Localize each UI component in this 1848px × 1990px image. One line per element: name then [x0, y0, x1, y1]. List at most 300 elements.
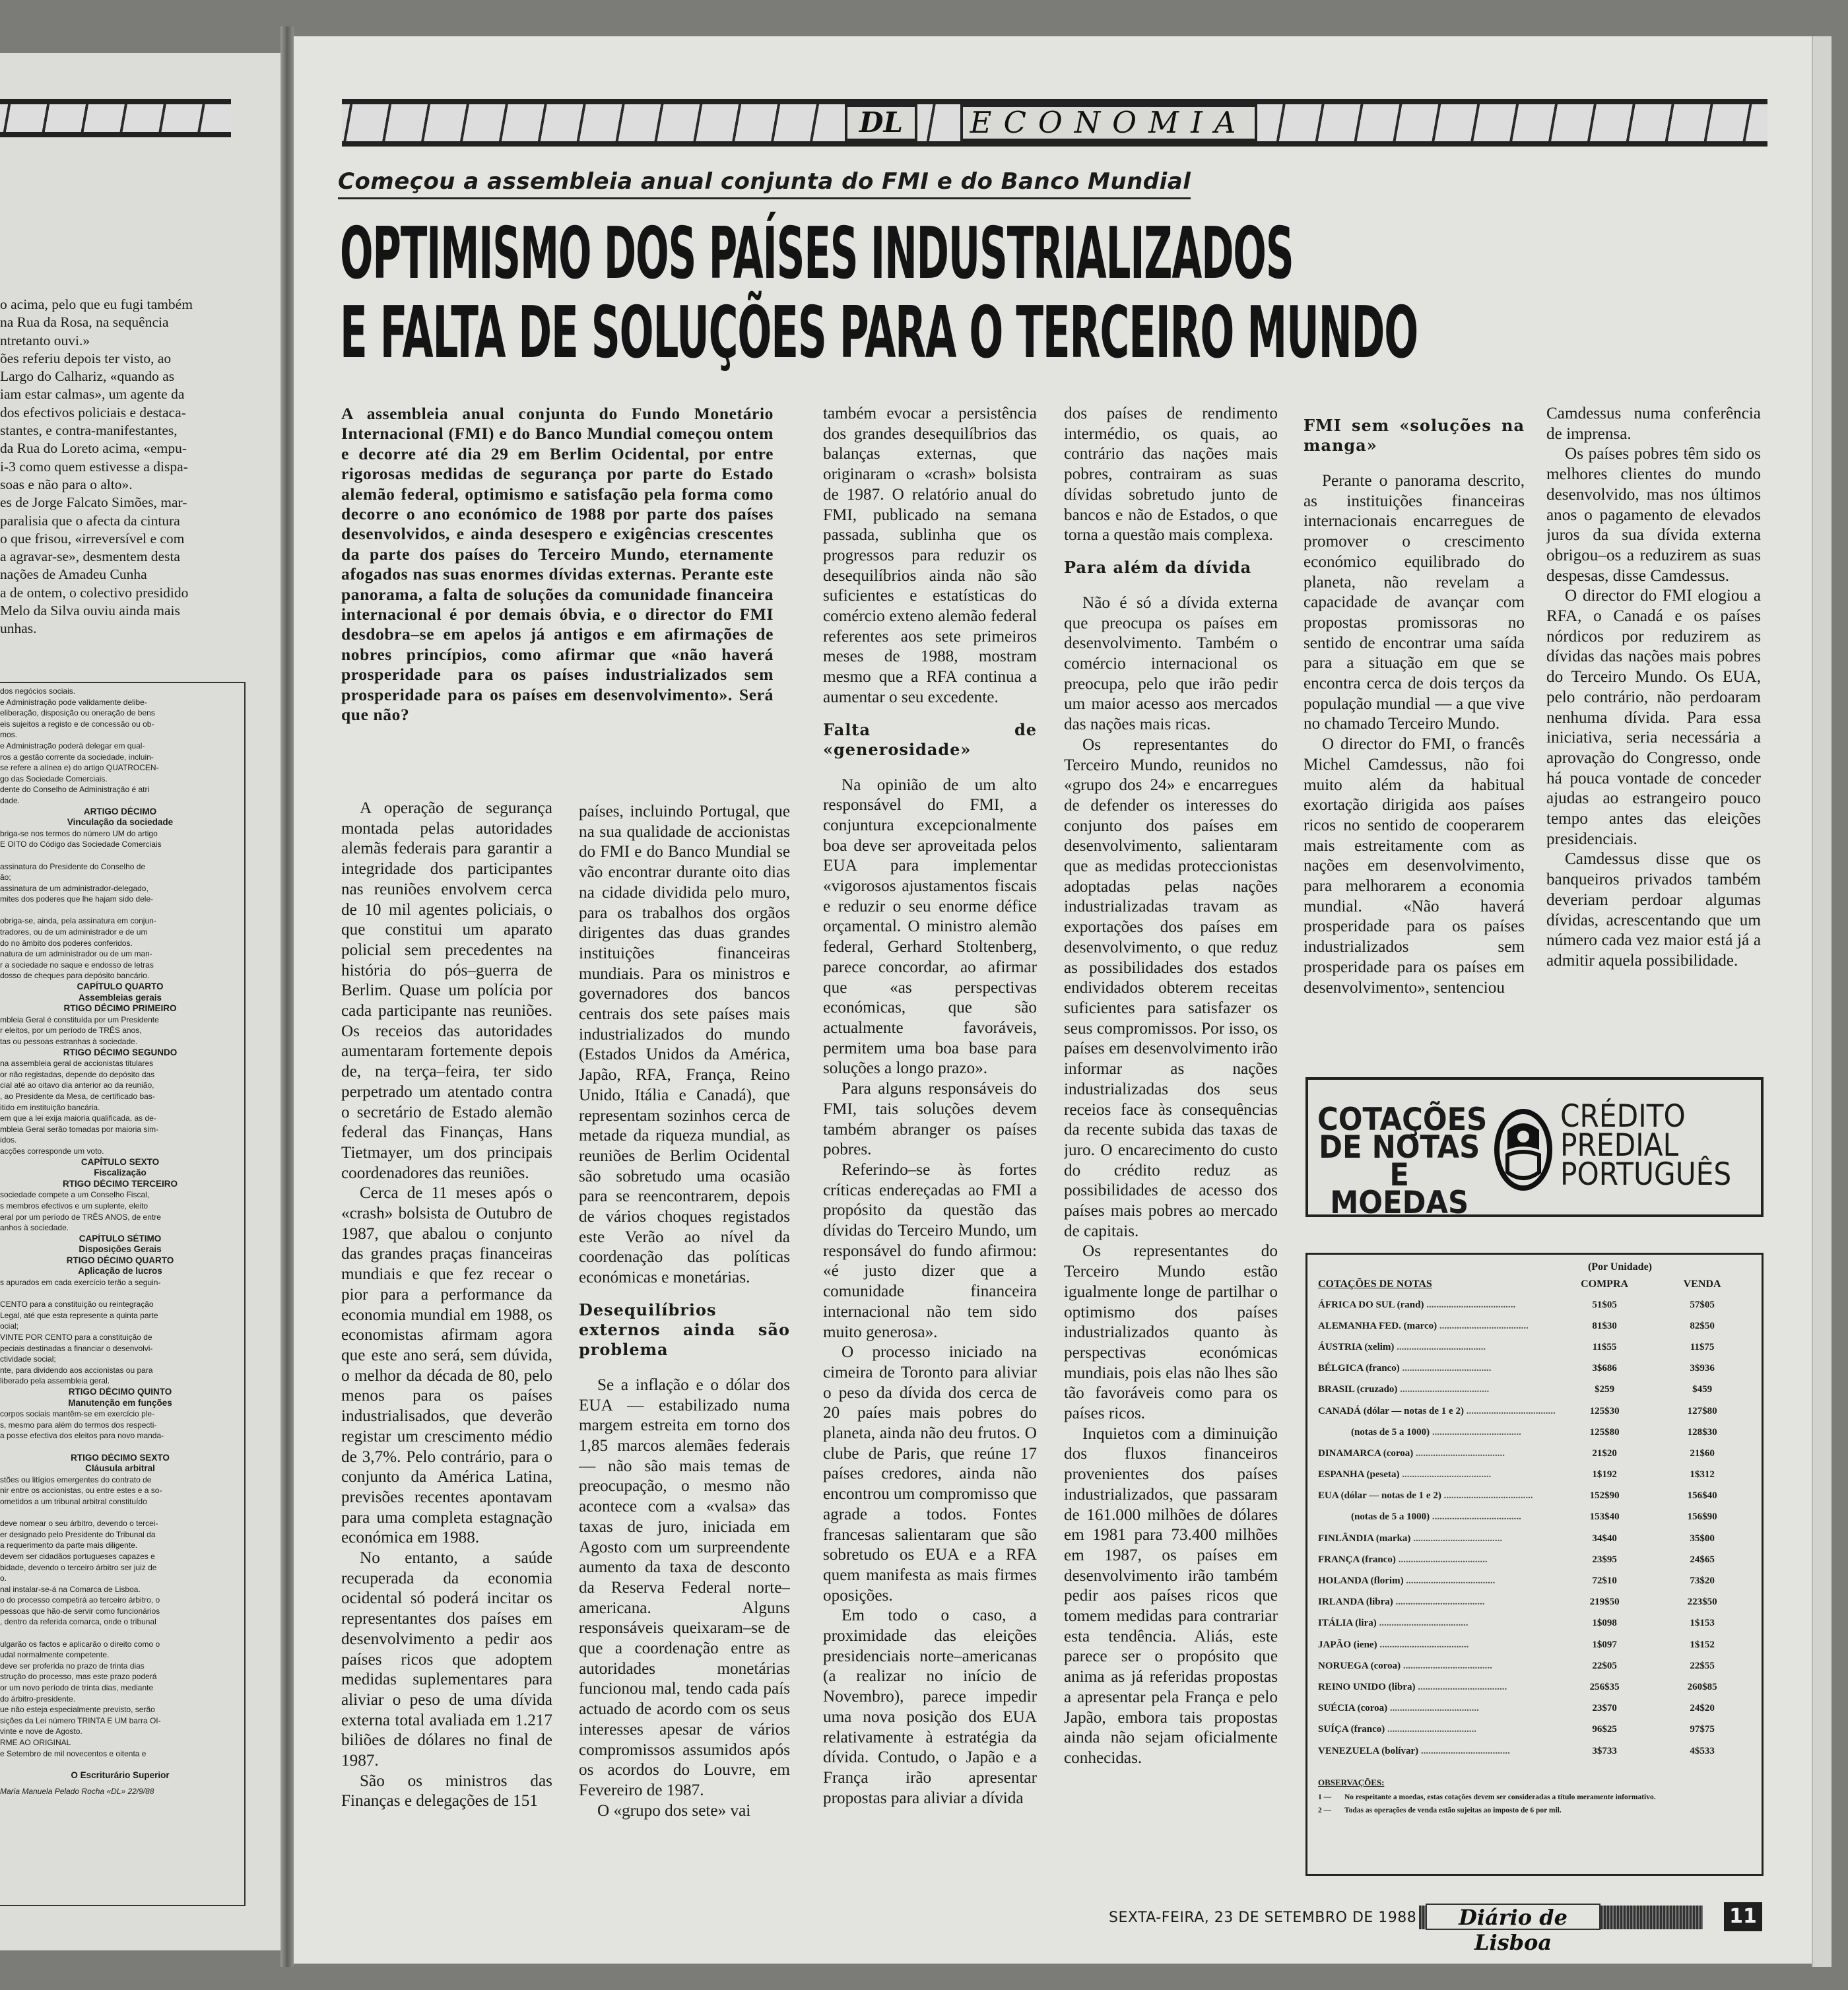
page-gutter: [280, 26, 294, 1967]
rates-row: [1318, 1655, 1751, 1676]
legal-notice-line: eis sujeitos a registo e de concessão ou ob-: [0, 719, 154, 729]
rates-currency-name: VENEZUELA (bolívar) ....................................: [1318, 1745, 1510, 1756]
legal-notice-line: mites dos poderes que lhe hajam sido dele-: [0, 894, 154, 904]
left-page-line: paralisia que o afecta da cintura: [0, 512, 180, 529]
legal-notice-line: devem ser cidadãos portugueses capazes e: [0, 1551, 155, 1561]
legal-notice-line: sições da Lei número TRINTA E UM barra OI-: [0, 1715, 161, 1725]
left-page-line: Largo do Calhariz, «quando as: [0, 368, 175, 385]
article-paragraph: Em todo o caso, a proximidade das eleições presidenciais norte–americanas (a realizar no início de Novembro), parece impedir uma nova posição dos EUA relativamente à estratégia da dívida. Contudo, o Japão e a França irão apresentar propostas para aliviar a dívida: [823, 1607, 1037, 1807]
article-paragraph: Os representantes do Terceiro Mundo estão igualmente longe de partilhar o optimismo dos países industrializados quanto às perspectivas económicas mundiais, pois elas não lhes são tão favoráveis como para os países ricos.: [1064, 1242, 1278, 1423]
legal-notice-line: or não registadas, depende do depósito das: [0, 1069, 155, 1079]
footer-masthead-title: Diário de Lisboa: [1426, 1904, 1600, 1930]
rates-row: [1318, 1422, 1751, 1443]
rates-currency-name: (notas de 5 a 1000) ....................................: [1351, 1511, 1521, 1523]
legal-notice-line: o do processo competirá ao terceiro árbitro, o: [0, 1595, 160, 1605]
legal-notice-line: Legal, até que esta represente a quinta parte: [0, 1310, 158, 1320]
article-paragraph: No entanto, a saúde recuperada da economia ocidental só poderá incitar os representantes dos países em desenvolvimento a pedir aos países ricos que adoptem medidas suplementares para aliviar o peso de uma dívida externa total avaliada em 1.217 biliões de dólares no final de 1987.: [341, 1549, 552, 1770]
rates-currency-name: SUÍÇA (franco) ....................................: [1318, 1724, 1476, 1735]
rates-row: [1318, 1676, 1751, 1698]
legal-notice-line: em que a lei exija maioria qualificada, as de-: [0, 1113, 156, 1123]
rates-currency-name: ÁUSTRIA (xelim) ....................................: [1318, 1341, 1486, 1352]
rates-sell-value: 35$00: [1690, 1533, 1715, 1544]
legal-notice-line: Manutenção em funções: [68, 1397, 172, 1408]
article-column-1: [341, 799, 552, 1904]
article-paragraph: O director do FMI, o francês Michel Camdessus, não foi muito além da habitual exortação dirigida aos países ricos no sentido de cooperarem mais estreitamente com as nações em desenvolvimento, para melhorarem a economia mundial. «Não haverá prosperidade para os países industrializados sem prosperidade para os países em desenvolvimento», sentenciou: [1304, 735, 1525, 997]
left-page-line: soas e não para o alto».: [0, 476, 133, 492]
rates-currency-name: FRANÇA (franco) ....................................: [1318, 1554, 1488, 1565]
legal-notice-line: ros a gestão corrente da sociedade, incluin-: [0, 752, 154, 762]
rates-currency-label: ÁUSTRIA (xelim): [1318, 1341, 1395, 1352]
legal-notice-line: idos.: [0, 1135, 17, 1145]
rates-buy-value: 23$95: [1592, 1554, 1617, 1565]
left-page-line: o que frisou, «irreversível e com: [0, 530, 185, 547]
article-paragraph: Cerca de 11 meses após o «crash» bolsista de Outubro de 1987, que abalou o conjunto das grandes praças financeiras mundiais e que fez recear o pior para a performance da economia mundial em 1988, os economistas afirmam agora que este ano será, sem dúvida, o melhor da década de 80, pelo menos para os países industrialisados, que deverão registar um crescimento médio de 3,7%. Pelo contrário, para o conjunto da América Latina, previsões recentes apontavam para uma completa estagnação económica em 1988.: [341, 1184, 552, 1547]
left-page-line: dos efectivos policiais e destaca-: [0, 404, 186, 420]
left-page-legal-notice: [0, 682, 246, 1906]
rates-currency-name: (notas de 5 a 1000) ....................................: [1351, 1426, 1521, 1438]
footer-masthead: [1419, 1905, 1703, 1955]
rates-row: [1318, 1698, 1751, 1719]
article-column-6: [1546, 404, 1761, 1057]
legal-notice-line: RTIGO DÉCIMO SEXTO: [71, 1452, 170, 1463]
rates-currency-label: FINLÂNDIA (marka): [1318, 1533, 1411, 1544]
rates-row: [1318, 1634, 1751, 1655]
rates-buy-value: 23$70: [1592, 1703, 1617, 1714]
rates-row: [1318, 1486, 1751, 1507]
rates-row: [1318, 1337, 1751, 1358]
rates-buy-value: 1$097: [1592, 1639, 1617, 1650]
legal-notice-line: CAPÍTULO QUARTO: [77, 981, 164, 992]
rates-sell-value: 4$533: [1690, 1745, 1715, 1756]
rates-currency-name: SUÉCIA (coroa) ....................................: [1318, 1703, 1479, 1714]
legal-notice-line: CAPÍTULO SEXTO: [81, 1156, 160, 1167]
left-page-line: a agravar-se», desmentem desta: [0, 548, 180, 565]
rates-sell-value: 97$75: [1690, 1724, 1715, 1735]
rates-row: [1318, 1570, 1751, 1591]
rates-row: [1318, 1507, 1751, 1528]
legal-notice-line: do árbitro-presidente.: [0, 1694, 76, 1704]
left-header-band: [0, 99, 231, 137]
article-paragraph: dos países de rendimento intermédio, os quais, ao contrário das nações mais pobres, contrairam as suas dívidas sobretudo junto de bancos e não de Estados, o que torna a questão mais complexa.: [1064, 405, 1278, 545]
legal-notice-line: se refere a alínea e) do artigo QUATROCEN-: [0, 763, 159, 773]
rates-buy-value: 51$05: [1592, 1299, 1617, 1310]
rates-row: [1318, 1719, 1751, 1741]
legal-notice-line: RTIGO DÉCIMO QUINTO: [68, 1387, 172, 1397]
rates-observations-title: OBSERVAÇÕES:: [1318, 1777, 1385, 1788]
rates-currency-name: REINO UNIDO (libra) ....................................: [1318, 1681, 1507, 1692]
legal-notice-line: [0, 905, 240, 916]
rates-currency-name: FINLÂNDIA (marka) ....................................: [1318, 1533, 1503, 1544]
rates-currency-name: IRLANDA (libra) ....................................: [1318, 1597, 1485, 1608]
advert-title: [1317, 1102, 1488, 1221]
legal-notice-line: sociedade compete a um Conselho Fiscal,: [0, 1190, 150, 1200]
rates-sell-value: 24$20: [1690, 1703, 1715, 1714]
legal-notice-line: corpos sociais mantêm-se em exercício ple-: [0, 1409, 155, 1419]
legal-notice-line: Aplicação de lucros: [78, 1266, 162, 1277]
advert-bank-line: CRÉDITO: [1560, 1098, 1686, 1135]
legal-notice-line: s membros efectivos e um suplente, eleito: [0, 1201, 148, 1211]
legal-notice-line: E OITO do Código das Sociedade Comerciais: [0, 840, 162, 849]
legal-notice-line: [0, 1759, 240, 1770]
article-paragraph: O processo iniciado na cimeira de Toronto para aliviar o peso da dívida dos cerca de 20 paíes mais pobres do planeta, ainda não deu frutos. O clube de Paris, que reúne 17 países credores, ainda não encontrou um compromisso que agrade a todos. Fontes francesas salientaram que são sobretudo os EUA e a RFA quem manifesta as mais firmes oposições.: [823, 1343, 1037, 1605]
article-paragraph: Camdessus disse que os banqueiros privados também deveriam perdoar algumas dívidas, acrescentando que um número cada vez maior está já a admitir aquela possibilidade.: [1546, 850, 1761, 970]
article-column-2: [579, 802, 790, 1904]
legal-notice-line: O Escriturário Superior: [71, 1770, 170, 1780]
legal-notice-line: RTIGO DÉCIMO PRIMEIRO: [63, 1003, 177, 1014]
rates-sell-value: 156$90: [1687, 1511, 1717, 1523]
legal-notice-line: CAPÍTULO SÉTIMO: [79, 1233, 162, 1244]
left-page-line: Melo da Silva ouviu ainda mais: [0, 603, 180, 619]
legal-notice-line: tas ou pessoas estranhas à sociedade.: [0, 1037, 138, 1046]
rates-note-text: Todas as operações de venda estão sujeitas ao imposto de 6 por mil.: [1344, 1807, 1562, 1815]
rates-currency-label: (notas de 5 a 1000): [1351, 1511, 1430, 1523]
legal-notice-line: anhos à sociedade.: [0, 1223, 69, 1233]
rates-currency-name: JAPÃO (iene) ....................................: [1318, 1639, 1469, 1650]
currency-rates-table: [1305, 1253, 1764, 1876]
rates-buy-value: 81$30: [1592, 1320, 1617, 1331]
rates-sell-value: 57$05: [1690, 1299, 1715, 1310]
legal-notice-line: nal instalar-se-á na Comarca de Lisboa.: [0, 1584, 141, 1594]
rates-currency-label: FRANÇA (franco): [1318, 1554, 1396, 1565]
legal-notice-line: Cláusula arbitral: [85, 1463, 155, 1474]
rates-buy-value: 219$50: [1589, 1597, 1620, 1608]
left-page-line: i-3 como quem estivesse a dispa-: [0, 458, 188, 475]
rates-sell-value: 11$75: [1690, 1341, 1715, 1352]
rates-note-number: 2 —: [1318, 1807, 1332, 1815]
article-paragraph: também evocar a persistência dos grandes desequilíbrios das balanças externas, que originaram o «crash» bolsista de 1987. O relatório anual do FMI, publicado na semana passada, sublinha que os progressos para reduzir os desequilíbrios ainda não são suficientes e estatísticas do comércio exteno alemão federal referentes aos sete primeiros meses de 1988, mostram mesmo que a RFA continua a aumentar o seu excedente.: [823, 405, 1037, 706]
article-subheading: FMI sem «soluções na manga»: [1304, 416, 1525, 455]
left-page-article-tail: [0, 296, 234, 638]
article-paragraph: Camdessus numa conferência de imprensa.: [1546, 405, 1761, 443]
legal-notice-line: er designado pelo Presidente do Tribunal da: [0, 1529, 156, 1539]
rates-currency-label: EUA (dólar — notas de 1 e 2): [1318, 1490, 1441, 1502]
legal-notice-line: mbleia Geral serão tomadas por maioria sim-: [0, 1124, 159, 1134]
article-paragraph: O director do FMI elogiou a RFA, o Canadá e os países nórdicos por reduzirem as dívidas das nações mais pobres do Terceiro Mundo. Os EUA, pelo contrário, não perdoaram nenhuma dívida. Para essa iniciativa, seria necessária a aprovação do Congresso, onde há pouca vontade de conceder ajudas ao estrangeiro pouco tempo antes das eleições presidenciais.: [1546, 587, 1761, 848]
legal-notice-line: ctividade social;: [0, 1354, 56, 1364]
rates-sell-value: 73$20: [1690, 1575, 1715, 1587]
headline-line-2: E FALTA DE SOLUÇÕES PARA O TERCEIRO MUNDO: [340, 292, 1418, 374]
legal-notice-line: VINTE POR CENTO para a constituição de: [0, 1333, 152, 1343]
rates-currency-label: CANADÁ (dólar — notas de 1 e 2): [1318, 1405, 1464, 1416]
rates-currency-name: HOLANDA (florim) ....................................: [1318, 1575, 1496, 1587]
rates-buy-value: 72$10: [1592, 1575, 1617, 1587]
legal-notice-line: [0, 1508, 240, 1519]
legal-notice-line: tradores, ou de um administrador e de um: [0, 927, 148, 937]
legal-notice-line: CENTO para a constituição ou reintegração: [0, 1300, 154, 1310]
rates-row: [1318, 1379, 1751, 1401]
rates-currency-label: HOLANDA (florim): [1318, 1575, 1404, 1587]
legal-notice-line: dente do Conselho de Administração é atri: [0, 785, 150, 795]
rates-sell-value: 223$50: [1687, 1597, 1717, 1608]
legal-notice-line: RTIGO DÉCIMO QUARTO: [66, 1255, 174, 1265]
rates-sell-value: 3$936: [1690, 1363, 1715, 1374]
rates-row: [1318, 1592, 1751, 1613]
advert-title-line: E MOEDAS: [1330, 1157, 1469, 1221]
legal-notice-line: do no âmbito dos poderes conferidos.: [0, 938, 133, 948]
rates-row: [1318, 1358, 1751, 1379]
legal-notice-line: stões ou litígios emergentes do contrato de: [0, 1475, 152, 1484]
legal-notice-line: r eleitos, por um período de TRÊS anos,: [0, 1026, 142, 1036]
rates-currency-label: NORUEGA (coroa): [1318, 1660, 1401, 1671]
legal-notice-line: [0, 1628, 240, 1639]
rates-currency-label: IRLANDA (libra): [1318, 1597, 1393, 1608]
left-page-line: nações de Amadeu Cunha: [0, 566, 147, 583]
rates-currency-name: EUA (dólar — notas de 1 e 2) ....................................: [1318, 1490, 1533, 1502]
rates-row: [1318, 1315, 1751, 1337]
rates-row: [1318, 1549, 1751, 1570]
rates-sell-value: 156$40: [1687, 1490, 1717, 1502]
legal-notice-line: o.: [0, 1574, 7, 1583]
credito-predial-advert: [1305, 1077, 1764, 1221]
rates-currency-label: SUÉCIA (coroa): [1318, 1703, 1388, 1714]
rates-buy-value: 125$30: [1589, 1405, 1620, 1416]
rates-currency-name: NORUEGA (coroa) ....................................: [1318, 1660, 1492, 1671]
legal-notice-line: nir entre os accionistas, ou entre estes e a so-: [0, 1486, 162, 1496]
legal-notice-line: e Administração poderá delegar em qual-: [0, 741, 145, 750]
rates-header-currency: COTAÇÕES DE NOTAS: [1318, 1278, 1432, 1290]
rates-note-text: No respeitante a moedas, estas cotações devem ser consideradas a título meramente informativo.: [1344, 1793, 1656, 1802]
rates-buy-value: 152$90: [1589, 1490, 1620, 1502]
rates-currency-name: BRASIL (cruzado) ....................................: [1318, 1384, 1490, 1395]
rates-currency-label: ITÁLIA (lira): [1318, 1618, 1377, 1629]
rates-row: [1318, 1465, 1751, 1486]
legal-notice-line: e Administração pode validamente delibe-: [0, 697, 147, 707]
legal-notice-line: ue não esteja especialmente previsto, serão: [0, 1705, 155, 1715]
rates-body: [1318, 1294, 1751, 1762]
legal-notice-line: RME AO ORIGINAL: [0, 1738, 71, 1747]
rates-sell-value: 21$60: [1690, 1447, 1715, 1459]
article-paragraph: O «grupo dos sete» vai: [597, 1801, 751, 1820]
legal-notice-line: deve nomear o seu árbitro, devendo o tercei-: [0, 1519, 158, 1529]
article-paragraph: Não é só a dívida externa que preocupa os países em desenvolvimento. Também o comércio internacional os preocupa, pelo que irão pedir um maior acesso aos mercados das nações mais ricas.: [1064, 593, 1278, 734]
rates-buy-value: $259: [1595, 1384, 1615, 1395]
legal-notice-line: [0, 1442, 240, 1453]
article-subheading: Para além da dívida: [1064, 557, 1252, 577]
legal-notice-line: dade.: [0, 795, 20, 805]
rates-sell-value: 1$312: [1690, 1469, 1715, 1480]
rates-buy-value: 125$80: [1589, 1426, 1620, 1438]
rates-currency-name: DINAMARCA (coroa) ....................................: [1318, 1447, 1505, 1459]
article-paragraph: Os representantes do Terceiro Mundo, reunidos no «grupo dos 24» e encarregues de defender os interesses do conjunto dos países em desenvolvimento, salientaram que as medidas proteccionistas adoptadas pelas nações industrializadas travam as exportações dos países em desenvolvimento, o que reduz as possibilidades dos estados endividados obterem receitas suficientes para satisfazer os seus compromissos. Por isso, os países em desenvolvimento irão informar as nações industrializadas dos seus receios face às consequências da recente subida das taxas de juro. O encarecimento do custo do crédito reduz as possibilidades de acesso dos países mais pobres ao mercado de capitais.: [1064, 735, 1278, 1240]
legal-notice-line: Maria Manuela Pelado Rocha «DL» 22/9/88: [0, 1787, 154, 1797]
article-kicker: Começou a assembleia anual conjunta do FMI e do Banco Mundial: [338, 168, 1191, 199]
legal-notice-line: vinte e nove de Agosto.: [0, 1727, 82, 1737]
article-subheading: Desequilíbrios externos ainda são problema: [579, 1300, 790, 1359]
rates-currency-name: ÁFRICA DO SUL (rand) ....................................: [1318, 1299, 1516, 1310]
rates-currency-label: JAPÃO (iene): [1318, 1639, 1377, 1650]
rates-sell-value: 24$65: [1690, 1554, 1715, 1565]
legal-notice-line: [0, 850, 240, 861]
rates-currency-label: ALEMANHA FED. (marco): [1318, 1320, 1437, 1331]
legal-notice-line: ulgarão os factos e aplicarão o direito como o: [0, 1639, 160, 1649]
legal-notice-line: RTIGO DÉCIMO TERCEIRO: [62, 1178, 178, 1189]
article-paragraph: Perante o panorama descrito, as instituições financeiras internacionais encarregues de promover o crescimento económico equilibrado do planeta, não revelam a capacidade de avançar com propostas promissoras no sentido de encontrar uma saída para a situação em que se encontra cerca de dois terços da população mundial — a que vive no chamado Terceiro Mundo.: [1304, 472, 1525, 733]
rates-row: [1318, 1401, 1751, 1422]
legal-notice-line: pessoas que hão-de servir como funcionários: [0, 1606, 160, 1616]
legal-notice-line: or um novo período de trinta dias, mediante: [0, 1683, 154, 1693]
rates-currency-label: ÁFRICA DO SUL (rand): [1318, 1299, 1424, 1310]
rates-note: [1318, 1793, 1751, 1801]
legal-notice-line: eliberação, disposição ou oneração de bens: [0, 708, 155, 718]
legal-notice-line: mbleia Geral é constituída por um Presidente: [0, 1014, 159, 1024]
legal-notice-line: Fiscalização: [94, 1168, 147, 1178]
article-paragraph: Se a inflação e o dólar dos EUA — estabilizado numa margem estreita em torno dos 1,85 marcos alemães federais — não são mais temas de preocupação, o mesmo não acontece com a «valsa» das taxas de juro, iniciada em Agosto com um surpreendente aumento da taxa de desconto da Reserva Federal norte–americana. Alguns responsáveis queixaram–se de que a coordenação entre as autoridades monetárias funcionou mal, tendo cada país actuado de acordo com os seus interesses apesar de vários compromissos assumidos após os acordos do Louvre, em Fevereiro de 1987.: [579, 1376, 790, 1799]
article-paragraph: São os ministros das Finanças e delegações de 151: [341, 1772, 552, 1810]
credito-predial-emblem-icon: [1492, 1104, 1555, 1196]
advert-bank-line: PORTUGUÊS: [1560, 1156, 1732, 1193]
left-page-line: es de Jorge Falcato Simões, mar-: [0, 494, 187, 511]
rates-buy-value: 3$686: [1592, 1363, 1617, 1374]
legal-notice-line: , ao Presidente da Mesa, de certificado bas-: [0, 1091, 155, 1101]
legal-notice-line: go das Sociedade Comerciais.: [0, 774, 108, 783]
rates-buy-value: 1$098: [1592, 1618, 1617, 1629]
rates-currency-name: BÉLGICA (franco) ....................................: [1318, 1363, 1492, 1374]
rates-note-number: 1 —: [1318, 1793, 1332, 1802]
rates-currency-name: ESPANHA (peseta) ....................................: [1318, 1469, 1492, 1480]
rates-sell-value: 128$30: [1687, 1426, 1717, 1438]
rates-buy-value: 21$20: [1592, 1447, 1617, 1459]
advert-bank-name: [1560, 1098, 1732, 1193]
rates-buy-value: 96$25: [1592, 1724, 1617, 1735]
article-paragraph: Inquietos com a diminuição dos fluxos financeiros provenientes dos países industrializados, que passaram de 161.000 milhões de dólares em 1981 para 73.400 milhões em 1987, os países em desenvolvimento irão também pedir aos países ricos que tomem medidas para contrariar esta tendência. Aliás, este parece ser o propósito que anima as já referidas propostas a apresentar pela França e pelo Japão, embora tais propostas ainda não sejam oficialmente conhecidas.: [1064, 1424, 1278, 1767]
rates-row: [1318, 1613, 1751, 1634]
article-paragraph: Para alguns responsáveis do FMI, tais soluções devem também abranger os países pobres.: [823, 1080, 1037, 1159]
legal-notice-line: acções corresponde um voto.: [0, 1146, 104, 1156]
page-number: 11: [1724, 1902, 1762, 1931]
legal-notice-line: assinatura de um administrador-delegado,: [0, 883, 148, 893]
rates-buy-value: 256$35: [1589, 1681, 1620, 1692]
article-column-4: [1064, 404, 1278, 1904]
left-page-line: da Rua do Loreto acima, «empu-: [0, 440, 187, 457]
rates-currency-label: BRASIL (cruzado): [1318, 1384, 1398, 1395]
legal-notice-line: s, mesmo para além do termos dos respecti-: [0, 1420, 157, 1430]
legal-notice-line: dosso de cheques para depósito bancário.: [0, 971, 150, 981]
legal-notice-line: assinatura do Presidente do Conselho de: [0, 861, 146, 871]
rates-unit-label: (Por Unidade): [1587, 1261, 1652, 1273]
rates-notes: [1318, 1793, 1751, 1814]
footer-date: SEXTA-FEIRA, 23 DE SETEMBRO DE 1988: [1109, 1909, 1417, 1926]
legal-notice-line: Vinculação da sociedade: [67, 817, 174, 828]
rates-row: [1318, 1294, 1751, 1315]
legal-notice-line: Disposições Gerais: [79, 1244, 162, 1255]
legal-notice-line: Assembleias gerais: [78, 992, 162, 1003]
legal-notice-line: udal normalmente competente.: [0, 1650, 110, 1660]
rates-note: [1318, 1807, 1751, 1814]
rates-currency-label: (notas de 5 a 1000): [1351, 1426, 1430, 1438]
legal-notice-line: bidade, devendo o terceiro árbitro ser juiz de: [0, 1562, 157, 1572]
dl-logo: DL: [845, 104, 917, 141]
rates-currency-label: REINO UNIDO (libra): [1318, 1681, 1416, 1692]
article-paragraph: Os países pobres têm sido os melhores clientes do mundo desenvolvido, mas nos últimos anos o pagamento de elevados juros da sua dívida externa obrigou–os a reduzirem as suas despesas, disse Camdessus.: [1546, 445, 1761, 585]
legal-notice-line: strução do processo, mas este prazo poderá: [0, 1672, 157, 1682]
rates-currency-name: ITÁLIA (lira) ....................................: [1318, 1618, 1468, 1629]
rates-currency-label: DINAMARCA (coroa): [1318, 1447, 1414, 1459]
legal-notice-line: e Setembro de mil novecentos e oitenta e: [0, 1748, 147, 1758]
article-paragraph: A operação de segurança montada pelas autoridades alemãs federais para garantir a integridade dos participantes nas reuniões envolvem cerca de 10 mil agentes policiais, o que constitui um aparato policial sem precedentes na história do pós–guerra de Berlim. Quase um polícia por cada participante nas reuniões. Os receios das autoridades aumentaram fortemente depois de, na terça–feira, ter sido perpetrado um atentado contra o secretário de Estado alemão federal das Finanças, Hans Tietmayer, um dos principais coordenadores das reuniões.: [341, 799, 552, 1182]
rates-sell-value: 127$80: [1687, 1405, 1717, 1416]
legal-notice-line: na assembleia geral de accionistas titulares: [0, 1059, 154, 1069]
rates-sell-value: 22$55: [1690, 1660, 1715, 1671]
article-subheading: Falta de «generosidade»: [823, 719, 1037, 759]
left-page-line: ões referiu depois ter visto, ao: [0, 350, 172, 366]
legal-notice-line: dos negócios sociais.: [0, 686, 76, 696]
rates-row: [1318, 1741, 1751, 1762]
article-paragraph: Na opinião de um alto responsável do FMI, a conjuntura excepcionalmente boa deve ser aproveitada pelos EUA para implementar «vigorosos ajustamentos fiscais e reduzir o seu enorme défice orçamental. O ministro alemão federal, Gerhard Stoltenberg, parece concordar, ao afirmar que «as perspectivas económicas, que são actualmente favoráveis, permitem uma boa base para soluções a longo prazo».: [823, 776, 1037, 1078]
left-page-line: ntretanto ouvi.»: [0, 332, 90, 348]
legal-notice-line: eral por um período de TRÊS ANOS, de entre: [0, 1212, 161, 1222]
rates-buy-value: 3$733: [1592, 1745, 1617, 1756]
legal-notice-line: itido em instituição bancária.: [0, 1102, 100, 1112]
article-paragraph: países, incluindo Portugal, que na sua qualidade de accionistas do FMI e do Banco Mundial se vão encontrar durante oito dias na cidade dividida pelo muro, para os trabalhos dos orgãos dirigentes das duas grandes instituições financeiras mundiais. Para os ministros e governadores dos bancos centrais dos sete países mais industrializados do mundo (Estados Unidos da América, Japão, RFA, França, Reino Unido, Itália e Canadá), que representam sozinhos cerca de metade da riqueza mundial, as reuniões de Berlim Ocidental são sobretudo uma ocasião para se reencontrarem, depois de vários choques registados este Verão ao nível da coordenação das políticas económicas e monetárias.: [579, 803, 790, 1287]
left-page-line: stantes, e contra-manifestantes,: [0, 422, 178, 439]
page-edge: [1812, 36, 1832, 1967]
rates-sell-value: 1$153: [1690, 1618, 1715, 1629]
rates-buy-value: 22$05: [1592, 1660, 1617, 1671]
legal-notice-line: cial até ao oitavo dia anterior ao da reunião,: [0, 1080, 154, 1090]
advert-title-line: COTAÇÕES: [1317, 1102, 1488, 1138]
left-page-line: o acima, pelo que eu fugi também: [0, 296, 193, 312]
rates-row: [1318, 1528, 1751, 1549]
rates-sell-value: $459: [1692, 1384, 1713, 1395]
rates-sell-value: 260$85: [1687, 1681, 1717, 1692]
legal-notice-line: natura de um administrador ou de um man-: [0, 949, 152, 959]
rates-buy-value: 11$55: [1592, 1341, 1617, 1352]
legal-notice-line: a posse efectiva dos eleitos para novo manda-: [0, 1431, 164, 1441]
left-page-line: na Rua da Rosa, na sequência: [0, 314, 169, 331]
article-column-5: [1304, 404, 1525, 1057]
rates-sell-value: 82$50: [1690, 1320, 1715, 1331]
legal-notice-line: r a sociedade no saque e endosso de letras: [0, 960, 154, 970]
legal-notice-line: ão;: [0, 873, 11, 882]
rates-currency-label: VENEZUELA (bolívar): [1318, 1745, 1419, 1756]
headline-line-1: OPTIMISMO DOS PAÍSES INDUSTRIALIZADOS: [340, 213, 1294, 295]
legal-notice-line: RTIGO DÉCIMO SEGUNDO: [63, 1047, 178, 1057]
legal-notice-line: deve ser proferida no prazo de trinta dias: [0, 1661, 145, 1671]
left-page-line: unhas.: [0, 620, 37, 637]
rates-buy-value: 1$192: [1592, 1469, 1617, 1480]
advert-title-line: DE NOTAS: [1319, 1129, 1480, 1166]
legal-notice-line: peciais destinadas a financiar o desenvolvi-: [0, 1343, 153, 1353]
rates-header-buy: COMPRA: [1581, 1278, 1629, 1290]
legal-notice-line: , dentro da referida comarca, onde o tribunal: [0, 1617, 156, 1627]
legal-notice-line: mos.: [0, 730, 18, 740]
rates-currency-label: BÉLGICA (franco): [1318, 1363, 1400, 1374]
legal-notice-line: s apurados em cada exercício terão a seguin-: [0, 1278, 161, 1288]
legal-notice-line: [0, 1288, 240, 1300]
legal-notice-line: briga-se nos termos do número UM do artigo: [0, 828, 158, 838]
article-paragraph: Referindo–se às fortes críticas endereçadas ao FMI a propósito da questão das dívidas do Terceiro Mundo, um responsável do fundo afirmou: «é justo dizer que a comunidade financeira internacional não tem sido muito generosa».: [823, 1160, 1037, 1341]
advert-bank-line: PREDIAL: [1560, 1127, 1679, 1164]
legal-notice-line: ometidos a um tribunal arbitral constituído: [0, 1496, 147, 1506]
legal-notice-line: ocial;: [0, 1321, 19, 1331]
left-page-line: a de ontem, o colectivo presidido: [0, 584, 189, 601]
rates-sell-value: 1$152: [1690, 1639, 1715, 1650]
rates-currency-label: SUÍÇA (franco): [1318, 1724, 1385, 1735]
article-column-3: [823, 404, 1037, 1902]
rates-row: [1318, 1443, 1751, 1464]
rates-grid: [1318, 1278, 1751, 1762]
section-title: ECONOMIA: [960, 104, 1257, 141]
rates-header-sell: VENDA: [1683, 1278, 1721, 1290]
legal-notice-line: liberado pela assembleia geral.: [0, 1376, 110, 1386]
rates-buy-value: 34$40: [1592, 1533, 1617, 1544]
rates-currency-name: ALEMANHA FED. (marco) ....................................: [1318, 1320, 1529, 1331]
legal-notice-line: ARTIGO DÉCIMO: [83, 806, 157, 816]
rates-buy-value: 153$40: [1589, 1511, 1620, 1523]
left-page-line: iam estar calmas», um agente da: [0, 386, 185, 403]
legal-notice-line: a requerimento da parte mais diligente.: [0, 1541, 138, 1550]
legal-notice-line: obriga-se, ainda, pela assinatura em conjun-: [0, 916, 156, 926]
